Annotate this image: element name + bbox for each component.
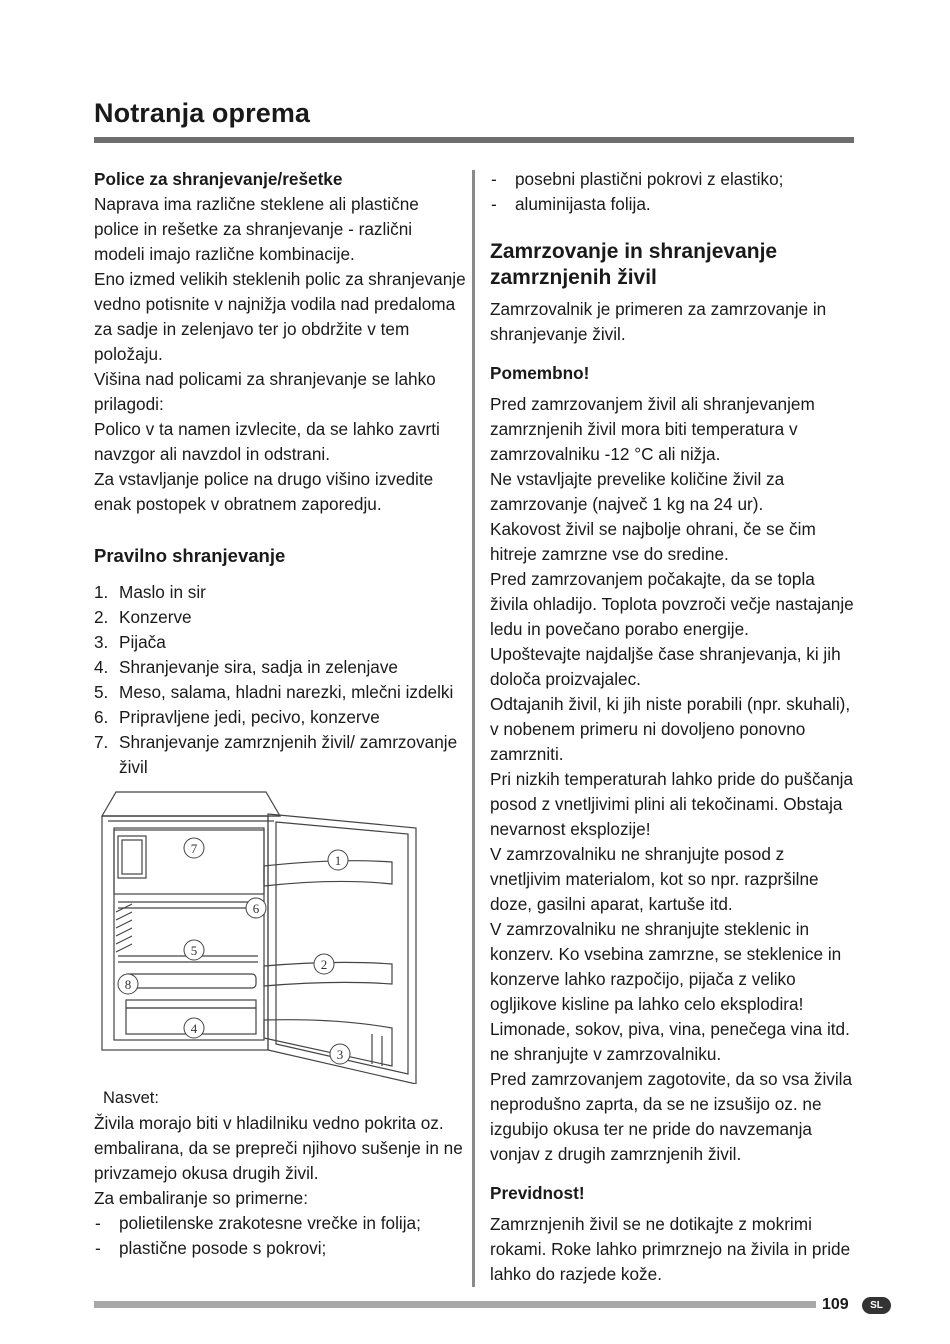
list-item <box>94 680 466 705</box>
list-item: - aluminijasta folija. <box>490 192 856 217</box>
important-heading: Pomembno! <box>490 363 590 383</box>
marker-4: 4 <box>190 1021 198 1036</box>
important-paragraph: V zamrzovalniku ne shranjujte posod z vnetljivim materialom, kot so npr. razpršilne doze, gasilni aparat, kartuše itd. <box>490 844 819 914</box>
caution-heading: Previdnost! <box>490 1183 585 1203</box>
important-paragraph: Pri nizkih temperaturah lahko pride do puščanja posod z vnetljivimi plini ali tekočinami. Obstaja nevarnost eksplozije! <box>490 769 854 839</box>
important-paragraph: Odtajanih živil, ki jih niste porabili (npr. skuhali), v nobenem primeru ni dovoljeno ponovno zamrzniti. <box>490 694 851 764</box>
shelves-paragraph: Za vstavljanje police na drugo višino izvedite enak postopek v obratnem zaporedju. <box>94 469 434 514</box>
important-paragraph: Pred zamrzovanjem zagotovite, da so vsa živila neprodušno zaprta, da se ne izsušijo oz. ne izgubijo okusa ter ne pride do navzemanja vonjav z drugih zamrznjenih živil. <box>490 1069 853 1164</box>
list-item: - posebni plastični pokrovi z elastiko; <box>490 167 856 192</box>
list-item <box>94 605 466 630</box>
list-item <box>94 705 466 730</box>
important-paragraph: Upoštevajte najdaljše čase shranjevanja, ki jih določa proizvajalec. <box>490 644 841 689</box>
item-number: 7. <box>94 732 109 752</box>
fridge-diagram <box>96 788 424 1084</box>
footer-bar <box>94 1301 816 1308</box>
important-paragraph: Limonade, sokov, piva, vina, penečega vina itd. ne shranjujte v zamrzovalniku. <box>490 1019 850 1064</box>
storage-list <box>94 580 466 780</box>
column-divider <box>472 170 475 1287</box>
item-number: 5. <box>94 682 109 702</box>
item-text: Pijača <box>119 632 166 652</box>
marker-6: 6 <box>252 901 260 916</box>
tip-intro: Za embaliranje so primerne: <box>94 1188 308 1208</box>
item-text: Konzerve <box>119 607 192 627</box>
shelves-paragraph: Polico v ta namen izvlecite, da se lahko zavrti navzgor ali navzdol in odstrani. <box>94 419 440 464</box>
freezing-intro: Zamrzovalnik je primeren za zamrzovanje in shranjevanje živil. <box>490 299 827 344</box>
marker-3: 3 <box>336 1047 344 1062</box>
item-text: Meso, salama, hladni narezki, mlečni izdelki <box>119 682 454 702</box>
tip-text: Živila morajo biti v hladilniku vedno pokrita oz. embalirana, da se prepreči njihovo sušenje in ne privzamejo okusa drugih živil. <box>94 1113 463 1183</box>
important-paragraph: Ne vstavljajte prevelike količine živil za zamrzovanje (največ 1 kg na 24 ur). <box>490 469 785 514</box>
list-item <box>94 655 466 680</box>
marker-2: 2 <box>320 957 328 972</box>
page-title: Notranja oprema <box>94 98 311 128</box>
marker-5: 5 <box>190 943 198 958</box>
list-item: - polietilenske zrakotesne vrečke in folija; <box>94 1211 466 1236</box>
list-item: - plastične posode s pokrovi; <box>94 1236 466 1261</box>
item-text: Pripravljene jedi, pecivo, konzerve <box>119 707 380 727</box>
marker-1: 1 <box>334 853 342 868</box>
list-item <box>94 580 466 605</box>
language-badge: SL <box>862 1297 891 1314</box>
shelves-heading: Police za shranjevanje/rešetke <box>94 169 343 189</box>
item-number: 4. <box>94 657 109 677</box>
shelves-paragraph: Višina nad policami za shranjevanje se lahko prilagodi: <box>94 369 436 414</box>
shelves-paragraph: Eno izmed velikih steklenih polic za shranjevanje vedno potisnite v najnižja vodila nad predaloma za sadje in zelenjavo ter jo obdržite v tem položaju. <box>94 269 466 364</box>
marker-8: 8 <box>124 977 132 992</box>
fridge-top <box>102 792 280 816</box>
important-paragraph: Pred zamrzovanjem počakajte, da se topla živila ohladijo. Toplota povzroči večje nastajanje ledu in povečano porabo energije. <box>490 569 854 639</box>
item-text: Shranjevanje sira, sadja in zelenjave <box>119 657 398 677</box>
page-number: 109 <box>822 1296 849 1313</box>
important-paragraph: Kakovost živil se najbolje ohrani, če se čim hitreje zamrzne vse do sredine. <box>490 519 816 564</box>
caution-text: Zamrznjenih živil se ne dotikajte z mokrimi rokami. Roke lahko primrznejo na živila in pride lahko do razjede kože. <box>490 1214 851 1284</box>
item-text: Shranjevanje zamrznjenih živil/ zamrzovanje živil <box>119 732 458 777</box>
packaging-list-continued <box>490 167 856 217</box>
list-item <box>94 730 466 780</box>
important-paragraph: Pred zamrzovanjem živil ali shranjevanjem zamrznjenih živil mora biti temperatura v zamrzovalniku -12 °C ali nižja. <box>490 394 815 464</box>
tip-label: Nasvet: <box>103 1089 159 1107</box>
list-item <box>94 630 466 655</box>
packaging-list <box>94 1211 466 1261</box>
left-column <box>94 167 466 1261</box>
item-number: 6. <box>94 707 109 727</box>
item-number: 3. <box>94 632 109 652</box>
right-column <box>490 167 856 1287</box>
item-text: Maslo in sir <box>119 582 206 602</box>
item-number: 1. <box>94 582 109 602</box>
shelves-paragraph: Naprava ima različne steklene ali plastične police in rešetke za shranjevanje - različni modeli imajo različne kombinacije. <box>94 194 419 264</box>
freezing-heading: Zamrzovanje in shranjevanje zamrznjenih živil <box>490 240 778 289</box>
title-rule <box>94 137 854 143</box>
storage-heading: Pravilno shranjevanje <box>94 545 286 566</box>
item-number: 2. <box>94 607 109 627</box>
marker-7: 7 <box>190 841 198 856</box>
important-paragraph: V zamrzovalniku ne shranjujte steklenic in konzerv. Ko vsebina zamrzne, se steklenice in konzerve lahko razpočijo, pijača z veliko ogljikove kisline pa lahko celo eksplodira! <box>490 919 842 1014</box>
